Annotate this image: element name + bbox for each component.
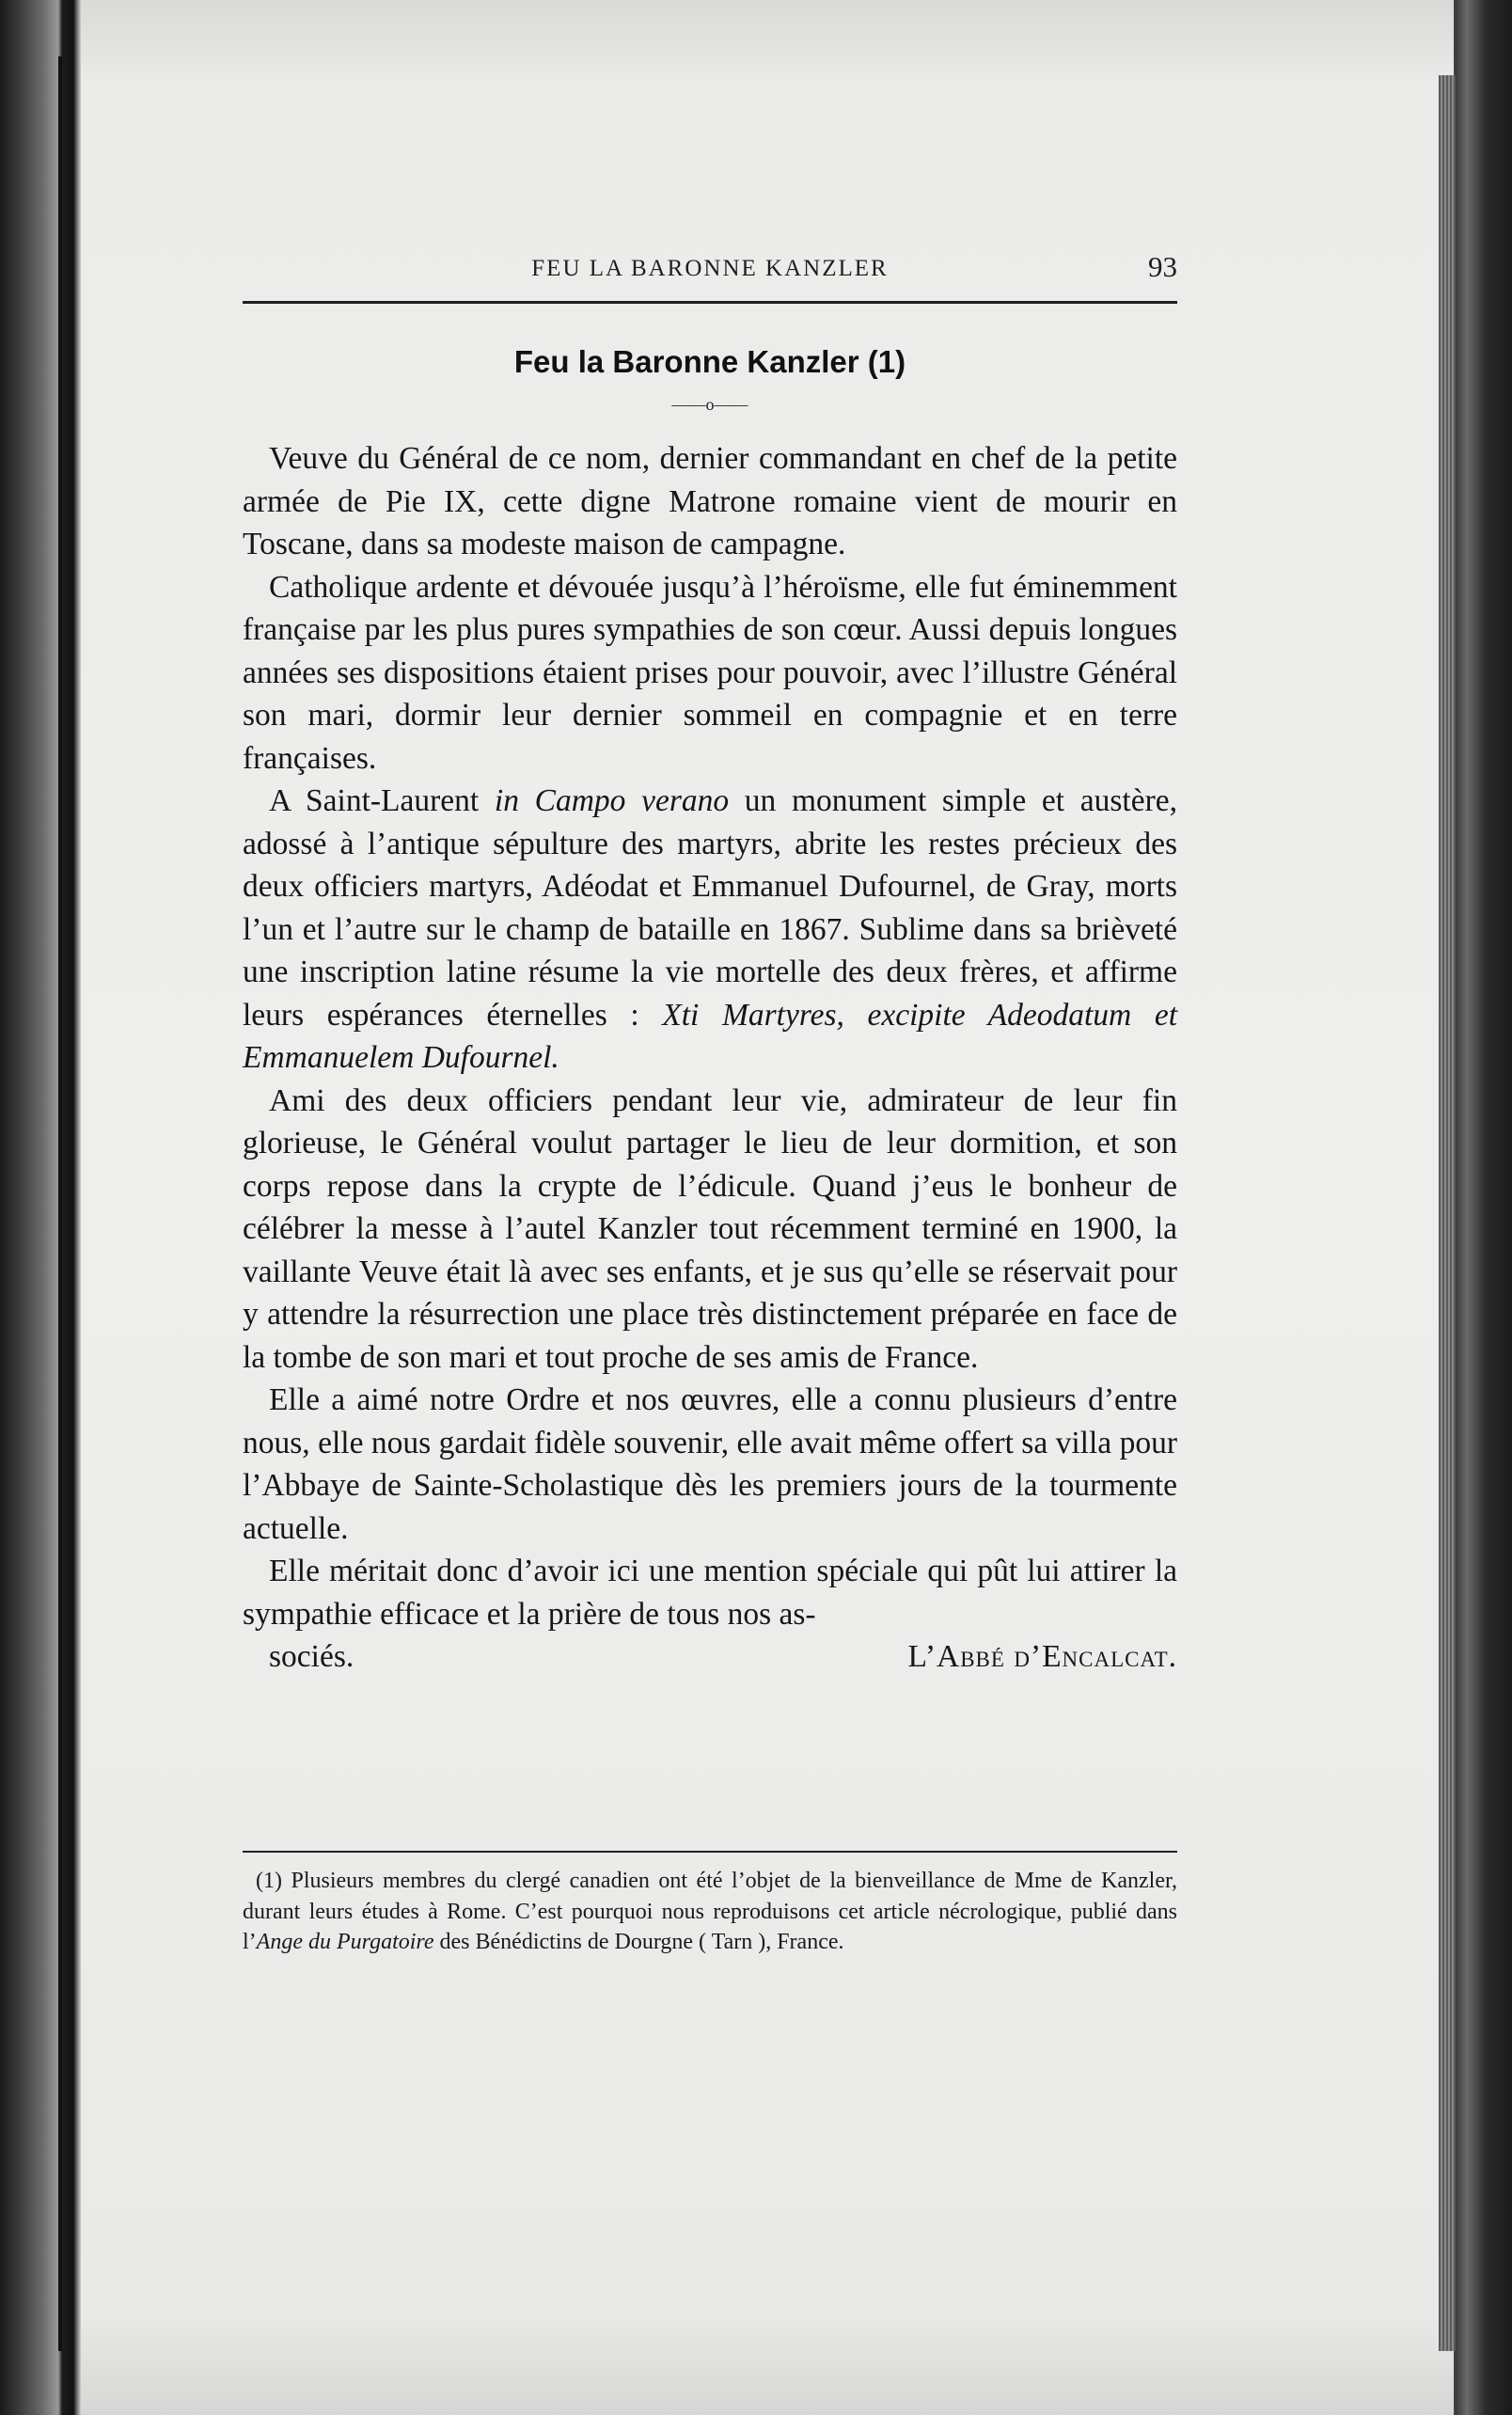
title-ornament: ——o—— [671, 395, 748, 414]
paragraph-1: Veuve du Général de ce nom, dernier commandant en chef de la petite armée de Pie IX, cette digne Matrone romaine vient de mourir en Toscane, dans sa modeste maison de campagne. [243, 441, 1177, 561]
paragraph-5: Elle a aimé notre Ordre et nos œuvres, elle a connu plusieurs d’entre nous, elle nous gardait fidèle souvenir, elle avait même offert sa villa pour l’Abbaye de Sainte-Scholastique dès les premiers jours de la tourmente actuelle. [243, 1382, 1177, 1546]
paragraph-4: Ami des deux officiers pendant leur vie, admirateur de leur fin glorieuse, le Général voulut partager le lieu de leur dormition, et son corps repose dans la crypte de l’édicule. Quand j’eus le bonheur de célébrer la messe à l’autel Kanzler tout récemment terminé en 1900, la vaillante Veuve était là avec ses enfants, et je sus qu’elle se réservait pour y attendre la résurrection une place très distinctement préparée en face de la tombe de son mari et tout proche de ses amis de France. [243, 1082, 1177, 1375]
page-stack-edge [1439, 75, 1456, 2351]
footnote-text-c: des Bénédictins de Dourgne ( Tarn ), France. [433, 1930, 844, 1954]
latin-inscription: Xti Martyres, excipite Adeodatum et Emmanuelem Dufournel. [243, 997, 1178, 1075]
article-title: Feu la Baronne Kanzler (1) [513, 344, 906, 379]
footnote [243, 1866, 1177, 1958]
book-spine-edge [58, 56, 62, 2351]
footnote-publication-title: Ange du Purgatoire [256, 1930, 434, 1954]
paragraph-6: Elle méritait donc d’avoir ici une mention spéciale qui pût lui attirer la sympathie efficace et la prière de tous nos as- [243, 1554, 1177, 1632]
header-rule [243, 301, 1177, 304]
paragraph-3-text-c: un monument simple et austère, adossé à l’antique sépulture des martyrs, abrite les restes précieux des deux officiers martyrs, Adéodat et Emmanuel Dufournel, de Gray, morts l’un et l’autre sur le champ de bataille en 1867. Sublime dans sa brièveté une inscription latine résume la vie mortelle des deux frères, et affirme leurs espérances éternelles : [243, 783, 1178, 1033]
page-number: 93 [1148, 250, 1177, 283]
paragraph-2: Catholique ardente et dévouée jusqu’à l’héroïsme, elle fut éminemment française par les plus pures sympathies de son cœur. Aussi depuis longues années ses dispositions étaient prises pour pouvoir, avec l’illustre Général son mari, dormir leur dernier sommeil en compagnie et en terre françaises. [243, 569, 1177, 776]
closing-word: sociés. [269, 1639, 354, 1674]
footnote-text [243, 1866, 1177, 1958]
article-body [243, 437, 1177, 1679]
running-header [243, 243, 1177, 299]
paragraph-3-text-a: A Saint-Laurent [269, 783, 495, 818]
footnote-rule [243, 1851, 1177, 1853]
running-title: FEU LA BARONNE KANZLER [531, 256, 889, 281]
paragraph-3-italic-place: in Campo verano [494, 783, 730, 818]
author-signature: L’Abbé d’Encalcat. [907, 1639, 1177, 1674]
footnote-text-a: (1) Plusieurs membres du clergé canadien ont été l’objet de la bienveillance de Mme de Kanzler, durant leurs études à Rome. C’est pourquoi nous reproduisons cet article nécrologique, publié dans l’ [243, 1869, 1177, 1954]
paragraph-3 [243, 780, 1177, 1080]
closing-line [243, 1635, 1177, 1679]
